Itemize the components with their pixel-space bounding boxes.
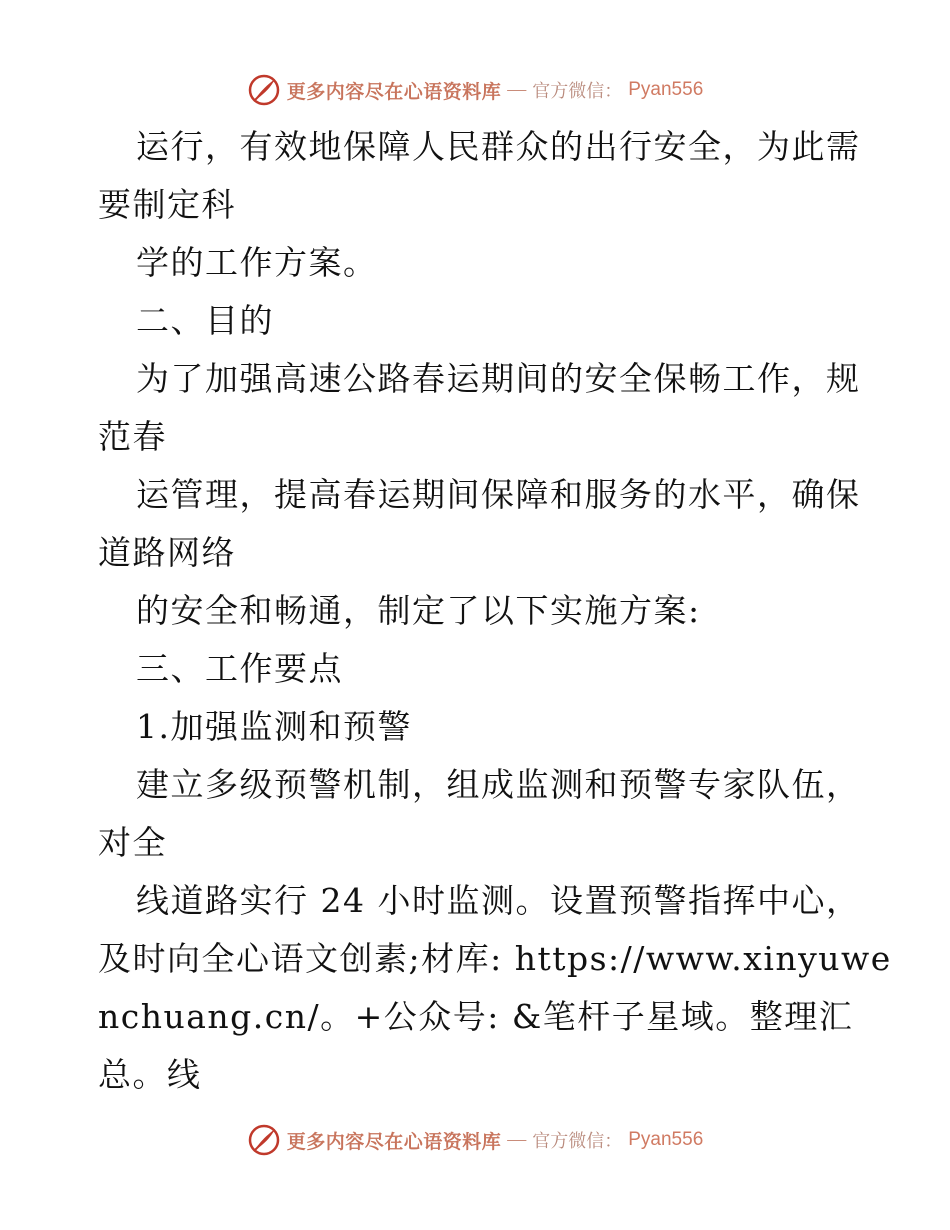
watermark-label: 官方微信： — [532, 81, 623, 102]
watermark-dash: — — [507, 1129, 527, 1150]
quill-logo-icon — [247, 73, 281, 107]
quill-logo-icon — [247, 1123, 281, 1157]
text-line: 的安全和畅通，制定了以下实施方案: — [136, 591, 701, 630]
text-line: 对全 — [98, 823, 167, 862]
text-line: 范春 — [98, 417, 167, 456]
page-header-watermark — [0, 70, 950, 110]
text-line: 建立多级预警机制，组成监测和预警专家队伍， — [136, 765, 861, 804]
text-line: 道路网络 — [98, 533, 236, 572]
section-heading: 二、目的 — [136, 301, 274, 340]
text-line: 为了加强高速公路春运期间的安全保畅工作，规 — [136, 359, 861, 398]
text-line: 及时向全心语文创素;材库: https://www.xinyuwe — [98, 939, 892, 978]
text-line: 运管理，提高春运期间保障和服务的水平，确保 — [136, 475, 861, 514]
subsection-heading: 1.加强监测和预警 — [136, 707, 412, 746]
watermark-account: Pyan556 — [628, 79, 704, 100]
watermark-dash: — — [507, 79, 527, 100]
text-line: nchuang.cn/。+公众号: &笔杆子星域。整理汇 — [98, 997, 854, 1036]
watermark-text: 更多内容尽在心语资料库 — [286, 1130, 502, 1153]
watermark-text: 更多内容尽在心语资料库 — [286, 80, 502, 103]
watermark-account: Pyan556 — [628, 1129, 704, 1150]
text-line: 运行，有效地保障人民群众的出行安全，为此需 — [136, 127, 861, 166]
text-line: 要制定科 — [98, 185, 236, 224]
document-body — [98, 118, 892, 1104]
text-line: 总。线 — [98, 1055, 202, 1094]
text-line: 线道路实行 24 小时监测。设置预警指挥中心， — [136, 881, 861, 920]
text-line: 学的工作方案。 — [136, 243, 378, 282]
section-heading: 三、工作要点 — [136, 649, 343, 688]
watermark-label: 官方微信： — [532, 1131, 623, 1152]
page-footer-watermark — [0, 1120, 950, 1160]
